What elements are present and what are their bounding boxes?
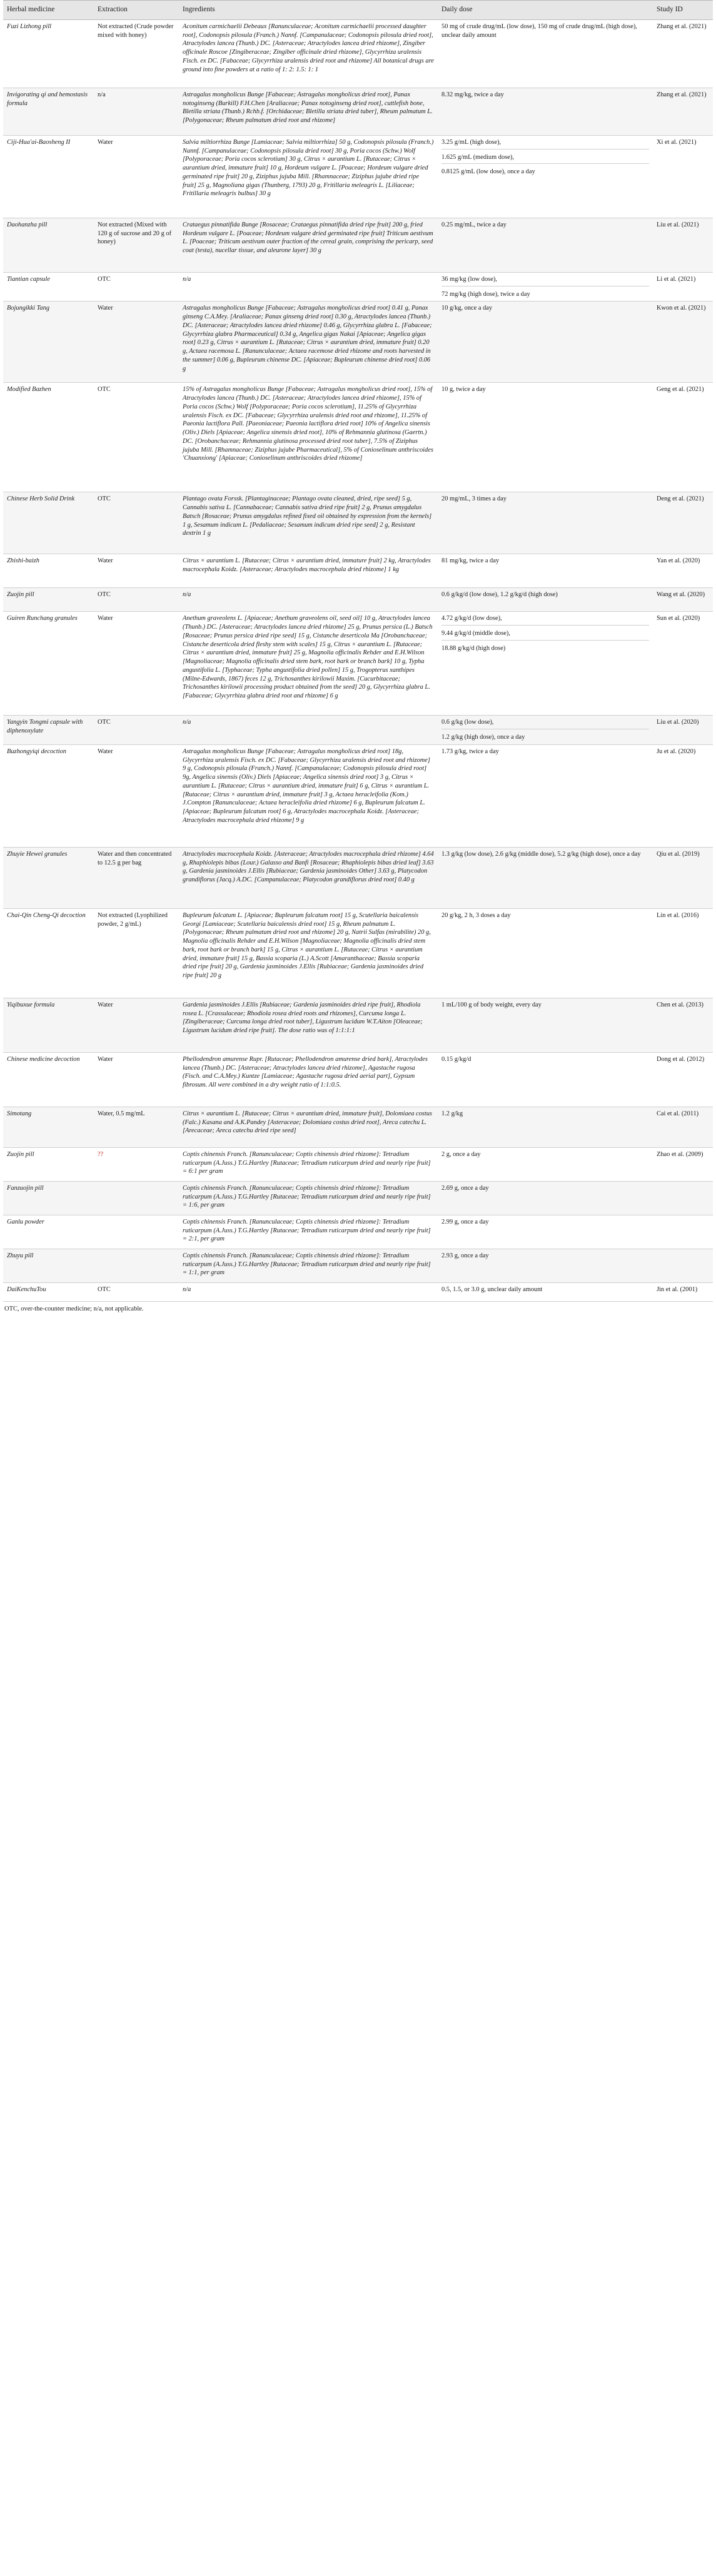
extraction-cell: OTC <box>94 383 179 492</box>
daily-dose-line: 1 mL/100 g of body weight, every day <box>441 1001 542 1008</box>
daily-dose-line: 1.3 g/kg (low dose), 2.6 g/kg (middle dose), 5.2 g/kg (high dose), once a day <box>441 850 641 858</box>
daily-dose-cell <box>438 302 653 383</box>
ingredients-cell: 15% of Astragalus mongholicus Bunge [Fabaceae; Astragalus mongholicus dried root], 15% of Atractylodes lancea (Thunb.) DC. [Asteraceae; Atractylodes lancea dried rhizome], 15% of Poria cocos (Schw.) Wolf [Polyporaceae; Poria cocos sclerotium], 11.25% of Glycyrrhiza uralensis Fisch. ex DC. [Fabaceae; Glycyrrhiza uralensis dried root and rhizome], 11.25% of Paeonia lactiflora Pall. [Paeoniaceae; Paeonia lactiflora dried root] 10% of Angelica sinensis (Oliv.) Diels [Apiaceae; Angelica sinensis dried root], 10% of Rehmannia glutinosa (Gaertn.) DC. [Orobanchaceae; Rehmannia glutinosa processed dried root tuber], 7.5% of Ziziphus jujuba Mill. [Rhamnaceae; Ziziphus jujube Pharmaceutical], 5% of Conioselinum anthriscoides 'Chuanxiong' [Apiaceae; Conioselinum anthriscoides dried rhizome] <box>179 383 438 492</box>
ingredients-cell: Gardenia jasminoides J.Ellis [Rubiaceae; Gardenia jasminoides dried ripe fruit], Rhodiola rosea L. [Crassulaceae; Rhodiola rosea dried roots and rhizomes], Curcuma longa L. [Zingiberaceae; Curcuma longa dried root tuber], Ligustrum lucidum W.T.Aiton [Oleaceae; Ligustrum lucidum dried ripe fruit]. The dose ratio was of 1:1:1:1 <box>179 998 438 1052</box>
ingredients-cell: Salvia miltiorrhiza Bunge [Lamiaceae; Salvia miltiorrhiza] 50 g, Codonopsis pilosula (Franch.) Nannf. [Campanulaceae; Codonopsis pilosula dried root] 30 g, Poria cocos (Schw.) Wolf [Polyporaceae; Poria cocos sclerotium] 30 g, Citrus × aurantium L. [Rutaceae; Citrus × aurantium dried, immature fruit] 10 g, Hordeum vulgare L. [Poaceae; Hordeum vulgare dried germinated ripe fruit] 20 g, Ziziphus jujuba Mill. [Rhamnaceae; Ziziphus jujube dried ripe fruit] 25 g, Magnoliana gigas (Thunberg, 1793) 20 g, Fritillaria meleagris L. [Liliaceae; Fritillaria meleagris bulbus] 30 g <box>179 136 438 218</box>
table-row <box>3 1249 713 1282</box>
ingredients-cell: Bupleurum falcatum L. [Apiaceae; Bupleurum falcatum root] 15 g, Scutellaria baicalensis Georgi [Lamiaceae; Scutellaria baicalensis dried root] 15 g, Rheum palmatum L. [Polygonaceae; Rheum palmatum dried root and rhizome] 20 g, Natrii Sulfas (mirabilite) 20 g, Magnolia officinalis Rehder and E.H.Wilson [Magnoliaceae; Magnolia officinalis dried stem bark, root bark or branch bark] 15 g, Citrus × aurantium L. [Rutaceae; Citrus × aurantium dried, immature fruit] 15 g, Bassia scoparia (L.) A.Scott [Amaranthaceae; Bassia scoparia dried ripe fruit] 20 g, Gardenia jasminoides J.Ellis [Rubiaceae; Gardenia jasminoides dried ripe fruit] 20 g <box>179 908 438 998</box>
daily-dose-line: 0.6 g/kg/d (low dose), 1.2 g/kg/d (high dose) <box>441 591 558 599</box>
ingredients-cell: Astragalus mongholicus Bunge [Fabaceae; Astragalus mongholicus dried root] 0.41 g, Panax ginseng C.A.Mey. [Araliaceae; Panax ginseng dried root] 0.30 g, Atractylodes lancea (Thunb.) DC. [Asteraceae; Atractylodes lancea dried rhizome] 0.46 g, Glycyrrhiza glabra L. [Fabaceae; Glycyrrhiza glabra Pharmaceutical] 0.34 g, Angelica gigas Nakai [Apiaceae; Angelica gigas root] 0.23 g, Citrus × aurantium L. [Rutaceae; Citrus × aurantium dried, immature fruit] 0.20 g, Actaea racemosa L. [Ranunculaceae; Actaea racemose dried rhizome and roots harvested in the summer] 0.06 g, Bupleurum chinense DC. [Apiaceae; Bupleurum chinense dried root] 0.06 g <box>179 302 438 383</box>
header-daily-dose: Daily dose <box>438 1 653 20</box>
herbal-medicine-cell: Buzhongyiqi decoction <box>3 744 94 847</box>
extraction-cell <box>94 1215 179 1249</box>
herbal-medicine-cell: Zhuyie Hewei granules <box>3 847 94 908</box>
table-row <box>3 847 713 908</box>
daily-dose-cell <box>438 88 653 136</box>
ingredients-cell: Atractylodes macrocephala Koidz. [Asteraceae; Atractylodes macrocephala dried rhizome] 4.64 g, Rhaphiolepis bibas (Lour.) Galasso and Banfi [Rosaceae; Rhaphiolepis bibas dried leaf] 3.63 g, Gardenia jasminoides J.Ellis [Rubiaceae; Gardenia jasminoides Other] 3.63 g, Platycodon grandiflorus (Jacq.) A.DC. [Campanulaceae; Platycodon grandiflorus dried root] 0.40 g <box>179 847 438 908</box>
daily-dose-line: 0.6 g/kg (low dose), <box>441 718 649 729</box>
ingredients-cell: n/a <box>179 716 438 744</box>
ingredients-cell: Coptis chinensis Franch. [Ranunculaceae; Coptis chinensis dried rhizome]: Tetradium ruticarpum (A.Juss.) T.G.Hartley [Rutaceae; Tetradium ruticarpum dried and nearly ripe fruit] = 1:6, per gram <box>179 1181 438 1215</box>
daily-dose-cell <box>438 908 653 998</box>
extraction-cell: Water and then concentrated to 12.5 g per bag <box>94 847 179 908</box>
ingredients-cell: Citrus × aurantium L. [Rutaceae; Citrus × aurantium dried, immature fruit], Dolomiaea costus (Falc.) Kasana and A.K.Pandey [Asteraceae; Dolomiaea costus dried root], Areca catechu L. [Arecaceae; Areca catechu dried ripe seed] <box>179 1107 438 1147</box>
daily-dose-line: 0.8125 g/mL (low dose), once a day <box>441 168 535 176</box>
study-id-cell: Wang et al. (2020) <box>653 588 713 612</box>
daily-dose-cell <box>438 1282 653 1301</box>
study-id-cell: Qiu et al. (2019) <box>653 847 713 908</box>
study-id-cell: Deng et al. (2021) <box>653 492 713 554</box>
extraction-cell: Water <box>94 998 179 1052</box>
daily-dose-line: 3.25 g/mL (high dose), <box>441 138 649 150</box>
extraction-cell: Not extracted (Lyophilized powder, 2 g/mL) <box>94 908 179 998</box>
table-row <box>3 998 713 1052</box>
header-herbal-medicine: Herbal medicine <box>3 1 94 20</box>
daily-dose-cell <box>438 1181 653 1215</box>
header-study-id: Study ID <box>653 1 713 20</box>
ingredients-cell: Crataegus pinnatifida Bunge [Rosaceae; Crataegus pinnatifida dried ripe fruit] 200 g, fried Hordeum vulgare L. [Poaceae; Hordeum vulgare dried germinated ripe fruit] Triticum aestivum L. [Poaceae; Triticum aestivum outer fraction of the cereal grain, comprising the pericarp, seed coat (testa), nucellar tissue, and aleurone layer] 30 g <box>179 218 438 273</box>
table-row <box>3 88 713 136</box>
table-body <box>3 20 713 1302</box>
table-row <box>3 1282 713 1301</box>
header-ingredients: Ingredients <box>179 1 438 20</box>
header-extraction: Extraction <box>94 1 179 20</box>
daily-dose-cell <box>438 273 653 302</box>
daily-dose-cell <box>438 744 653 847</box>
table-footnote: OTC, over-the-counter medicine; n/a, not applicable. <box>4 1305 144 1312</box>
study-id-cell: Liu et al. (2021) <box>653 218 713 273</box>
herbal-medicine-cell: Tiantian capsule <box>3 273 94 302</box>
daily-dose-line: 8.32 mg/kg, twice a day <box>441 91 504 98</box>
extraction-cell: Not extracted (Crude powder mixed with honey) <box>94 20 179 88</box>
table-row <box>3 1107 713 1147</box>
daily-dose-cell <box>438 554 653 588</box>
daily-dose-line: 0.5, 1.5, or 3.0 g, unclear daily amount <box>441 1285 543 1293</box>
extraction-cell: Water <box>94 136 179 218</box>
ingredients-cell: Phellodendron amurense Rupr. [Rutaceae; Phellodendron amurense dried bark], Atractylodes lancea (Thunb.) DC. [Asteraceae; Atractylodes lancea dried rhizome], Agastache rugosa (Fisch. and C.A.Mey.) Kuntze [Lamiaceae; Agastache rugosa dried aerial part], Gypsum fibrosum. All were combined in a dry weight ratio of 1:1:0.5. <box>179 1052 438 1107</box>
daily-dose-line: 2.99 g, once a day <box>441 1218 489 1225</box>
ingredients-cell: Anethum graveolens L. [Apiaceae; Anethum graveolens oil, seed oil] 10 g, Atractylodes lancea (Thunb.) DC. [Asteraceae; Atractylodes lancea dried rhizome] 25 g, Prunus persica (L.) Batsch [Rosaceae; Prunus persica dried ripe seed] 15 g, Cistanche deserticola Ma [Orobanchaceae; Cistanche deserticola dried fleshy stem with scales] 15 g, Citrus × aurantium L. [Rutaceae; Citrus × aurantium dried, immature fruit] 25 g, Magnolia officinalis Rehder and E.H.Wilson [Magnoliaceae; Magnolia officinalis dried stem bark, root bark or branch bark] 10 g, Typha angustifolia L. [Typhaceae; Typha angustifolia dried pollen] 15 g, Trogopterus xanthipes (Milne-Edwards, 1867) feces 12 g, Trichosanthes kirilowii Maxim. [Cucurbitaceae; Trichosanthes kirilowii processing product obtained from the seed] 20 g, Glycyrrhiza glabra L. [Fabaceae; Glycyrrhiza glabra dried root and rhizome] 6 g <box>179 612 438 716</box>
extraction-cell <box>94 1249 179 1282</box>
extraction-cell: ?? <box>94 1147 179 1181</box>
study-id-cell: Cai et al. (2011) <box>653 1107 713 1147</box>
daily-dose-line: 0.25 mg/mL, twice a day <box>441 221 507 228</box>
table-wrapper <box>3 0 713 1316</box>
daily-dose-line: 10 g, twice a day <box>441 386 486 393</box>
extraction-cell: Water, 0.5 mg/mL <box>94 1107 179 1147</box>
herbal-medicine-cell: Modified Bazhen <box>3 383 94 492</box>
daily-dose-line: 9.44 g/kg/d (middle dose), <box>441 629 649 641</box>
daily-dose-line: 4.72 g/kg/d (low dose), <box>441 614 649 626</box>
daily-dose-line: 1.2 g/kg <box>441 1110 463 1117</box>
study-id-cell: Zhao et al. (2009) <box>653 1147 713 1181</box>
herbal-medicine-cell: Bojungikki Tang <box>3 302 94 383</box>
herbal-medicine-cell: DaiKenchuTou <box>3 1282 94 1301</box>
extraction-cell: n/a <box>94 88 179 136</box>
table-row <box>3 588 713 612</box>
extraction-cell: Water <box>94 612 179 716</box>
daily-dose-cell <box>438 492 653 554</box>
herbal-medicine-table <box>3 0 713 1302</box>
study-id-cell: Ju et al. (2020) <box>653 744 713 847</box>
study-id-cell: Jin et al. (2001) <box>653 1282 713 1301</box>
herbal-medicine-cell: Zuojin pill <box>3 1147 94 1181</box>
daily-dose-cell <box>438 20 653 88</box>
herbal-medicine-cell: Ciji-Hua'ai-Baosheng II <box>3 136 94 218</box>
study-id-cell: Liu et al. (2020) <box>653 716 713 744</box>
herbal-medicine-cell: Chai-Qin Cheng-Qi decoction <box>3 908 94 998</box>
table-row <box>3 554 713 588</box>
herbal-medicine-cell: Zhuyu pill <box>3 1249 94 1282</box>
ingredients-cell: n/a <box>179 273 438 302</box>
daily-dose-line: 18.88 g/kg/d (high dose) <box>441 644 506 652</box>
herbal-medicine-cell: Zhishi-baizh <box>3 554 94 588</box>
ingredients-cell: n/a <box>179 1282 438 1301</box>
study-id-cell: Chen et al. (2013) <box>653 998 713 1052</box>
herbal-medicine-cell: Simotang <box>3 1107 94 1147</box>
extraction-cell: OTC <box>94 716 179 744</box>
daily-dose-line: 1.625 g/mL (medium dose), <box>441 153 649 165</box>
table-row <box>3 383 713 492</box>
extraction-cell: Water <box>94 744 179 847</box>
daily-dose-line: 20 mg/mL, 3 times a day <box>441 495 507 503</box>
study-id-cell: Zhang et al. (2021) <box>653 20 713 88</box>
study-id-cell: Dong et al. (2012) <box>653 1052 713 1107</box>
daily-dose-cell <box>438 612 653 716</box>
ingredients-cell: Plantago ovata Forssk. [Plantaginaceae; Plantago ovata cleaned, dried, ripe seed] 5 g, Cannabis sativa L. [Cannabaceae; Cannabis sativa dried ripe fruit] 2 g, Prunus amygdalus Batsch [Rosaceae; Prunus amygdalus refined fixed oil obtained by expression from the kernels] 1 g, Sesamum indicum L. [Pedaliaceae; Sesamum indicum dried ripe seed] 2 g, Resistant dextrin 1 g <box>179 492 438 554</box>
table-row <box>3 136 713 218</box>
table-row <box>3 218 713 273</box>
daily-dose-line: 72 mg/kg (high dose), twice a day <box>441 290 530 298</box>
daily-dose-line: 20 g/kg, 2 h, 3 doses a day <box>441 911 511 919</box>
daily-dose-cell <box>438 1107 653 1147</box>
table-row <box>3 612 713 716</box>
study-id-cell: Xi et al. (2021) <box>653 136 713 218</box>
daily-dose-line: 2 g, once a day <box>441 1150 481 1158</box>
daily-dose-cell <box>438 847 653 908</box>
daily-dose-cell <box>438 1215 653 1249</box>
ingredients-cell: n/a <box>179 588 438 612</box>
daily-dose-line: 1.73 g/kg, twice a day <box>441 748 499 755</box>
table-row <box>3 302 713 383</box>
daily-dose-cell <box>438 588 653 612</box>
herbal-medicine-cell: Fanzuojin pill <box>3 1181 94 1215</box>
herbal-medicine-cell: Chinese medicine decoction <box>3 1052 94 1107</box>
daily-dose-cell <box>438 998 653 1052</box>
herbal-medicine-cell: Guiren Runchang granules <box>3 612 94 716</box>
study-id-cell: Geng et al. (2021) <box>653 383 713 492</box>
herbal-medicine-cell: Yiqibuxue formula <box>3 998 94 1052</box>
table-header-row <box>3 1 713 20</box>
herbal-medicine-cell: Fuzi Lizhong pill <box>3 20 94 88</box>
extraction-cell: OTC <box>94 1282 179 1301</box>
daily-dose-line: 2.69 g, once a day <box>441 1184 489 1192</box>
study-id-cell: Yan et al. (2020) <box>653 554 713 588</box>
daily-dose-cell <box>438 218 653 273</box>
daily-dose-cell <box>438 136 653 218</box>
table-row <box>3 1215 713 1249</box>
daily-dose-line: 81 mg/kg, twice a day <box>441 557 500 565</box>
daily-dose-cell <box>438 1052 653 1107</box>
table-row <box>3 1147 713 1181</box>
table-row <box>3 273 713 302</box>
extraction-cell: Not extracted (Mixed with 120 g of sucrose and 20 g of honey) <box>94 218 179 273</box>
table-row <box>3 1181 713 1215</box>
table-row <box>3 716 713 744</box>
study-id-cell: Kwon et al. (2021) <box>653 302 713 383</box>
daily-dose-cell <box>438 716 653 744</box>
study-id-cell: Zhang et al. (2021) <box>653 88 713 136</box>
daily-dose-line: 50 mg of crude drug/mL (low dose), 150 mg of crude drug/mL (high dose), unclear daily amount <box>441 23 637 39</box>
herbal-medicine-cell: Zuojin pill <box>3 588 94 612</box>
table-row <box>3 908 713 998</box>
ingredients-cell: Coptis chinensis Franch. [Ranunculaceae; Coptis chinensis dried rhizome]: Tetradium ruticarpum (A.Juss.) T.G.Hartley [Rutaceae; Tetradium ruticarpum dried and nearly ripe fruit] = 1:1, per gram <box>179 1249 438 1282</box>
daily-dose-line: 0.15 g/kg/d <box>441 1055 471 1063</box>
daily-dose-cell <box>438 383 653 492</box>
table-row <box>3 744 713 847</box>
extraction-cell: Water <box>94 554 179 588</box>
herbal-medicine-cell: Invigorating qi and hemostasis formula <box>3 88 94 136</box>
daily-dose-line: 36 mg/kg (low dose), <box>441 275 649 287</box>
daily-dose-line: 1.2 g/kg (high dose), once a day <box>441 734 525 741</box>
herbal-medicine-cell: Daohanzha pill <box>3 218 94 273</box>
daily-dose-line: 2.93 g, once a day <box>441 1252 489 1259</box>
extraction-cell: OTC <box>94 273 179 302</box>
daily-dose-line: 10 g/kg, once a day <box>441 305 493 312</box>
table-row <box>3 492 713 554</box>
extraction-cell <box>94 1181 179 1215</box>
ingredients-cell: Aconitum carmichaelii Debeaux [Ranunculaceae; Aconitum carmichaelii processed daughter root], Codonopsis pilosula (Franch.) Nannf. [Campanulaceae; Codonopsis pilosula dried root], Atractylodes lancea (Thunb.) DC. [Asteraceae; Atractylodes lancea dried rhizome], Zingiber officinale Roscoe [Zingiberaceae; Zingiber officinale dried rhizome], Glycyrrhiza uralensis Fisch. ex DC. [Fabaceae; Glycyrrhiza uralensis dried root and rhizome] All botanical drugs are ground into fine powders at a ratio of 1: 2: 1.5: 1: 1 <box>179 20 438 88</box>
study-id-cell: Lin et al. (2016) <box>653 908 713 998</box>
herbal-medicine-cell: Yangyin Tongmi capsule with diphenoxylate <box>3 716 94 744</box>
study-id-cell <box>653 1181 713 1215</box>
extraction-cell: OTC <box>94 492 179 554</box>
table-row <box>3 20 713 88</box>
daily-dose-cell <box>438 1147 653 1181</box>
study-id-cell: Li et al. (2021) <box>653 273 713 302</box>
extraction-cell: Water <box>94 302 179 383</box>
study-id-cell <box>653 1249 713 1282</box>
ingredients-cell: Citrus × aurantium L. [Rutaceae; Citrus × aurantium dried, immature fruit] 2 kg, Atractylodes macrocephala Koidz. [Asteraceae; Atractylodes macrocephala dried rhizome] 1 kg <box>179 554 438 588</box>
study-id-cell: Sun et al. (2020) <box>653 612 713 716</box>
daily-dose-cell <box>438 1249 653 1282</box>
table-row <box>3 1052 713 1107</box>
ingredients-cell: Astragalus mongholicus Bunge [Fabaceae; Astragalus mongholicus dried root], Panax notoginseng (Burkill) F.H.Chen [Araliaceae; Panax notoginseng dried root], cuttlefish bone, Bletilla striata (Thunb.) Rchb.f. [Orchidaceae; Bletilla striata dried tuber], Rheum palmatum L. [Polygonaceae; Rheum palmatum dried root and rhizome] <box>179 88 438 136</box>
herbal-medicine-cell: Chinese Herb Solid Drink <box>3 492 94 554</box>
ingredients-cell: Coptis chinensis Franch. [Ranunculaceae; Coptis chinensis dried rhizome]: Tetradium ruticarpum (A.Juss.) T.G.Hartley [Rutaceae; Tetradium ruticarpum dried and nearly ripe fruit] = 6:1 per gram <box>179 1147 438 1181</box>
herbal-medicine-cell: Ganlu powder <box>3 1215 94 1249</box>
ingredients-cell: Astragalus mongholicus Bunge [Fabaceae; Astragalus mongholicus dried root] 18g, Glycyrrhiza uralensis Fisch. ex DC. [Fabaceae; Glycyrrhiza uralensis dried root and rhizome] 9 g, Codonopsis pilosula (Franch.) Nannf. [Campanulaceae; Codonopsis pilosula dried root] 9g, Angelica sinensis (Oliv.) Diels [Apiaceae; Angelica sinensis dried root] 3 g, Citrus × aurantium L. [Rutaceae; Citrus × aurantium dried, immature fruit] 6 g, Citrus × aurantium L. [Rutaceae; Citrus × aurantium dried, immature fruit] 3 g, Actaea heracleifolia (Kom.) J.Compton [Ranunculaceae; Actaea heracleifolia dried rhizome] 6 g, Bupleurum falcatum L. [Apiaceae; Bupleurum falcatum root] 6 g, Atractylodes macrocephala Koidz. [Asteraceae; Atractylodes macrocephala dried rhizome] 9 g <box>179 744 438 847</box>
study-id-cell <box>653 1215 713 1249</box>
extraction-cell: Water <box>94 1052 179 1107</box>
ingredients-cell: Coptis chinensis Franch. [Ranunculaceae; Coptis chinensis dried rhizome]: Tetradium ruticarpum (A.Juss.) T.G.Hartley [Rutaceae; Tetradium ruticarpum dried and nearly ripe fruit] = 2:1, per gram <box>179 1215 438 1249</box>
extraction-cell: OTC <box>94 588 179 612</box>
